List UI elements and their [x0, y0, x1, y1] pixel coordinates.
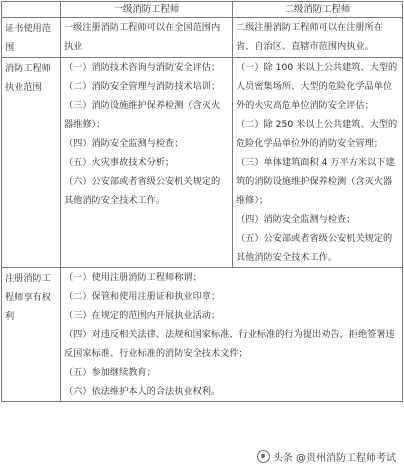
list-item: （三）单体建筑面积 4 万平方米以下建筑的消防设施维护保养检测（含灭火器维修）；: [236, 157, 395, 206]
cell-level2-practice: [233, 58, 403, 268]
row-label-practice: 消防工程师执业范围: [2, 58, 61, 268]
cell-level1-scope: [61, 18, 233, 58]
header-cell-empty: [2, 2, 61, 18]
list-item: （一）除 100 米以上公共建筑、大型的人员密集场所、大型的危险化学品单位外的火灾高危单位消防安全评估；: [236, 62, 398, 111]
list-item: （二）除 250 米以上公共建筑、大型的危险化学品单位外的消防安全管理；: [236, 119, 398, 149]
cell-rights-merged: [61, 268, 403, 402]
table-header-row: [2, 2, 403, 18]
list-item: （六）公安部或者省级公安机关规定的其他消防安全技术工作。: [64, 176, 221, 206]
table-row: [2, 18, 403, 58]
table-row: [2, 268, 403, 402]
row-label-scope: 证书使用范围: [2, 18, 61, 58]
header-cell-level2: 二级消防工程师: [233, 2, 403, 18]
list-item: （一）使用注册消防工程师称谓；: [64, 272, 202, 283]
watermark-text: 头条 @贵州消防工程师考试: [272, 453, 396, 464]
list-item: （一）消防技术咨询与消防安全评估；: [64, 62, 221, 73]
cell-text: 二级注册消防工程师可以在注册所在省、自治区、直辖市范围内执业。: [236, 22, 383, 52]
list-item: （二）保管和使用注册证和执业印章；: [64, 291, 221, 302]
cell-level1-practice: [61, 58, 233, 268]
header-cell-level1: 一级消防工程师: [61, 2, 233, 18]
list-item: （二）消防安全管理与消防技术培训；: [64, 81, 221, 92]
watermark: [257, 449, 396, 464]
list-item: （六）依法维护本人的合法执业权利。: [64, 386, 221, 397]
list-item: （四）消防安全监测与检查；: [236, 214, 356, 225]
list-item: （四）消防安全监测与检查；: [64, 138, 184, 149]
list-item: （四）对违反相关法律、法规和国家标准、行业标准的行为提出劝告，拒绝签署违反国家标准、行业标准的消防安全技术文件；: [64, 329, 395, 359]
list-item: （三）消防设施维护保养检测（含灭火器维修）；: [64, 100, 221, 130]
cell-text: 一级注册消防工程师可以在全国范围内执业: [64, 22, 221, 52]
list-item: （五）火灾事故技术分析；: [64, 157, 175, 168]
list-item: （五）参加继续教育；: [64, 367, 156, 378]
row-label-rights: 注册消防工程师享有权利: [2, 268, 61, 402]
cell-level2-scope: [233, 18, 403, 58]
list-item: （五）公安部或者省级公安机关规定的其他消防安全技术工作。: [236, 233, 393, 263]
table-row: [2, 58, 403, 268]
toutiao-logo-icon: [257, 450, 270, 463]
list-item: （三）在规定的范围内开展执业活动；: [64, 310, 221, 321]
comparison-table: [1, 1, 403, 402]
